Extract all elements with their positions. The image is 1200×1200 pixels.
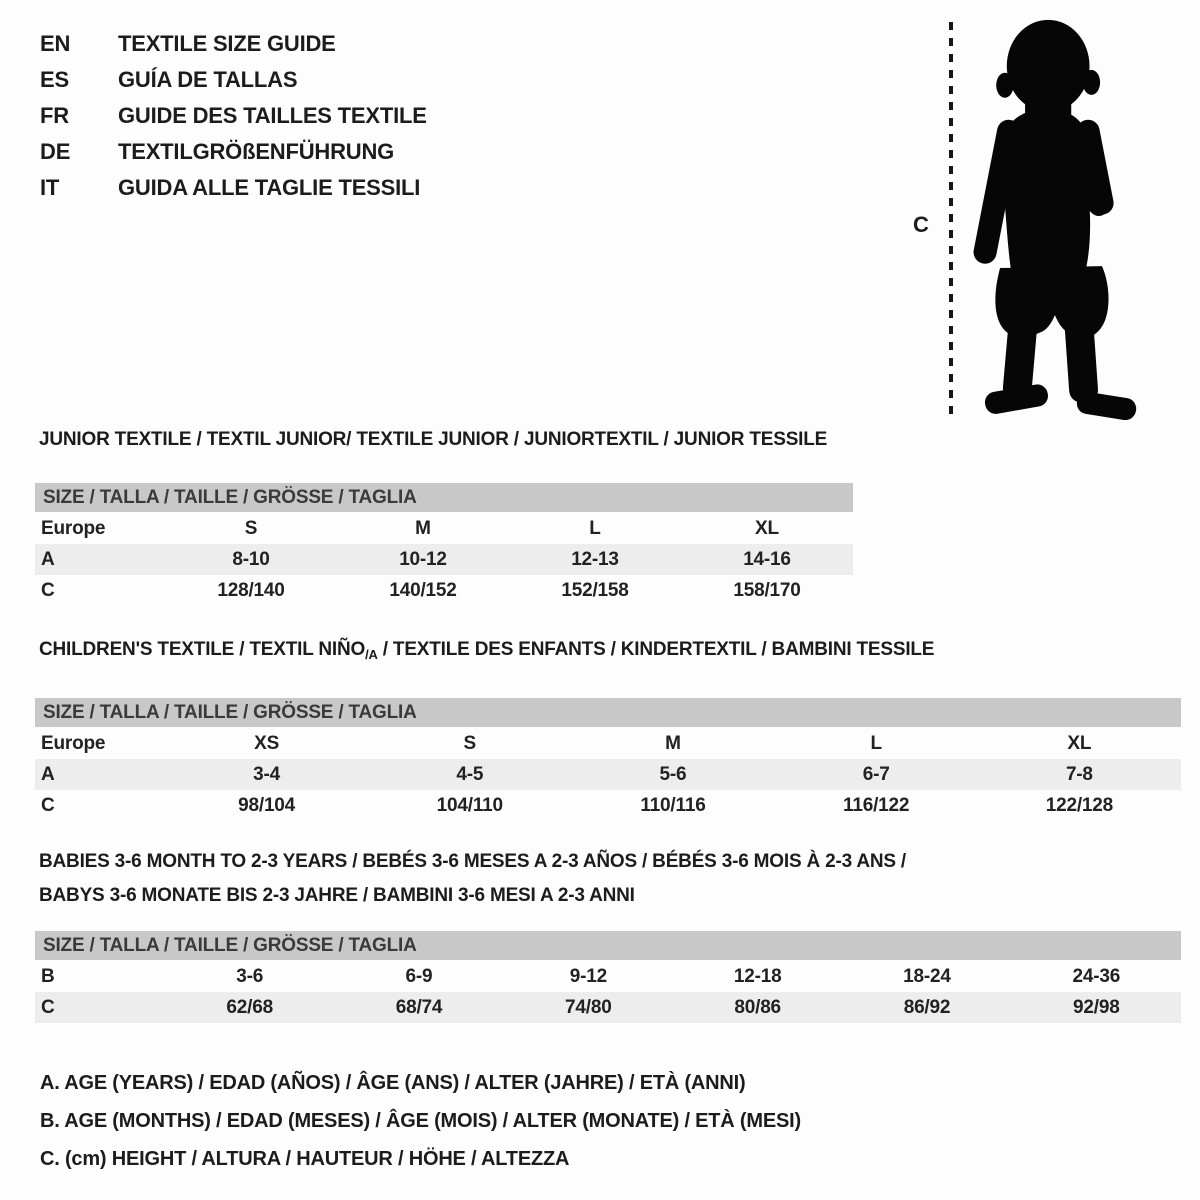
lang-title: GUIDE DES TAILLES TEXTILE <box>118 103 427 128</box>
size-cell: 6-7 <box>862 763 890 785</box>
size-cell: 14-16 <box>743 548 791 570</box>
size-cell: 116/122 <box>843 794 910 816</box>
size-cell: M <box>415 517 431 539</box>
section-title-line2: BABYS 3-6 MONATE BIS 2-3 JAHRE / BAMBINI 3-6 MESI A 2-3 ANNI <box>39 885 635 906</box>
size-cell: 128/140 <box>217 579 285 601</box>
table-row <box>35 513 853 544</box>
size-cell: 7-8 <box>1065 763 1093 785</box>
row-label: A <box>41 548 55 570</box>
size-cell: 3-4 <box>253 763 281 785</box>
size-cell: S <box>463 732 477 754</box>
lang-row-es <box>40 62 427 98</box>
size-cell: 92/98 <box>1073 996 1120 1018</box>
lang-row-de <box>40 134 427 170</box>
section-title-children <box>39 638 1181 667</box>
size-cell: 8-10 <box>232 548 270 570</box>
section-title-subscript: /A <box>365 647 378 662</box>
row-label: A <box>41 763 55 785</box>
size-cell: 9-12 <box>569 965 607 987</box>
lang-title: TEXTILE SIZE GUIDE <box>118 31 336 56</box>
size-cell: XS <box>254 732 280 754</box>
size-cell: S <box>244 517 258 539</box>
size-cell: XL <box>755 517 779 539</box>
lang-code: EN <box>40 31 71 56</box>
size-cell: 4-5 <box>456 763 484 785</box>
size-cell: 12-13 <box>571 548 619 570</box>
lang-row-fr <box>40 98 427 134</box>
size-cell: 104/110 <box>436 794 503 816</box>
section-title-line1: BABIES 3-6 MONTH TO 2-3 YEARS / BEBÉS 3-6 MESES A 2-3 AÑOS / BÉBÉS 3-6 MOIS À 2-3 ANS / <box>39 851 907 872</box>
size-cell: L <box>870 732 882 754</box>
toddler-silhouette-icon <box>963 16 1141 420</box>
section-title-text: CHILDREN'S TEXTILE / TEXTIL NIÑO <box>39 639 366 660</box>
size-cell: 158/170 <box>733 579 801 601</box>
size-header-bar <box>35 483 853 512</box>
size-cell: 152/158 <box>561 579 629 601</box>
table-row <box>35 790 1181 821</box>
language-title-list <box>40 26 427 206</box>
junior-size-table <box>35 513 853 606</box>
size-cell: 3-6 <box>236 965 264 987</box>
size-cell: 5-6 <box>659 763 687 785</box>
section-title-text: JUNIOR TEXTILE / TEXTIL JUNIOR/ TEXTILE JUNIOR / JUNIORTEXTIL / JUNIOR TESSILE <box>39 429 828 450</box>
size-cell: 6-9 <box>405 965 433 987</box>
size-cell: 68/74 <box>395 996 443 1018</box>
size-cell: XL <box>1067 732 1092 754</box>
table-row <box>35 992 1181 1023</box>
height-figure <box>905 12 1160 424</box>
lang-row-en <box>40 26 427 62</box>
size-cell: 12-18 <box>733 965 782 987</box>
size-cell: 24-36 <box>1072 965 1121 987</box>
size-cell: 122/128 <box>1045 794 1114 816</box>
children-size-table <box>35 728 1181 821</box>
lang-code: DE <box>40 139 71 164</box>
lang-code: FR <box>40 103 69 128</box>
size-cell: 74/80 <box>565 996 612 1018</box>
row-label: B <box>41 965 55 987</box>
size-header-bar <box>35 931 1181 960</box>
size-cell: M <box>665 732 681 754</box>
height-measure-label: C <box>913 212 929 237</box>
lang-code: ES <box>40 67 69 92</box>
row-label: C <box>41 996 55 1018</box>
size-cell: 110/116 <box>640 794 706 816</box>
size-header-bar <box>35 698 1181 727</box>
size-cell: 18-24 <box>903 965 951 987</box>
size-cell: 140/152 <box>389 579 457 601</box>
size-cell: 80/86 <box>734 996 781 1018</box>
section-title-babies <box>39 845 1181 913</box>
size-cell: 62/68 <box>226 996 273 1018</box>
row-label: Europe <box>41 732 106 754</box>
table-row <box>35 961 1181 992</box>
size-cell: 86/92 <box>903 996 951 1018</box>
legend-footnotes <box>40 1064 801 1178</box>
row-label: C <box>41 579 55 601</box>
section-children-textile <box>35 638 1181 821</box>
section-title-junior <box>39 428 853 452</box>
section-title-text: / TEXTILE DES ENFANTS / KINDERTEXTIL / BAMBINI TESSILE <box>377 639 935 660</box>
size-header-text: SIZE / TALLA / TAILLE / GRÖSSE / TAGLIA <box>43 487 417 508</box>
lang-row-it <box>40 170 427 206</box>
footnote-a: A. AGE (YEARS) / EDAD (AÑOS) / ÂGE (ANS) / ALTER (JAHRE) / ETÀ (ANNI) <box>40 1072 746 1094</box>
table-row <box>35 544 853 575</box>
height-measure-dashed-line <box>949 22 953 414</box>
section-junior-textile <box>35 428 853 606</box>
row-label: Europe <box>41 517 106 539</box>
footnote-b: B. AGE (MONTHS) / EDAD (MESES) / ÂGE (MOIS) / ALTER (MONATE) / ETÀ (MESI) <box>40 1110 801 1132</box>
lang-code: IT <box>40 175 60 200</box>
lang-title: GUIDA ALLE TAGLIE TESSILI <box>118 175 421 200</box>
size-cell: L <box>589 517 601 539</box>
lang-title: TEXTILGRÖßENFÜHRUNG <box>118 139 395 164</box>
size-header-text: SIZE / TALLA / TAILLE / GRÖSSE / TAGLIA <box>43 935 417 956</box>
table-row <box>35 728 1181 759</box>
size-header-text: SIZE / TALLA / TAILLE / GRÖSSE / TAGLIA <box>43 702 417 723</box>
row-label: C <box>41 794 55 816</box>
lang-title: GUÍA DE TALLAS <box>118 67 298 92</box>
size-cell: 10-12 <box>399 548 447 570</box>
table-row <box>35 575 853 606</box>
table-row <box>35 759 1181 790</box>
footnote-c: C. (cm) HEIGHT / ALTURA / HAUTEUR / HÖHE / ALTEZZA <box>40 1148 570 1170</box>
section-babies-textile <box>35 845 1181 1023</box>
babies-size-table <box>35 961 1181 1023</box>
size-cell: 98/104 <box>238 794 296 816</box>
